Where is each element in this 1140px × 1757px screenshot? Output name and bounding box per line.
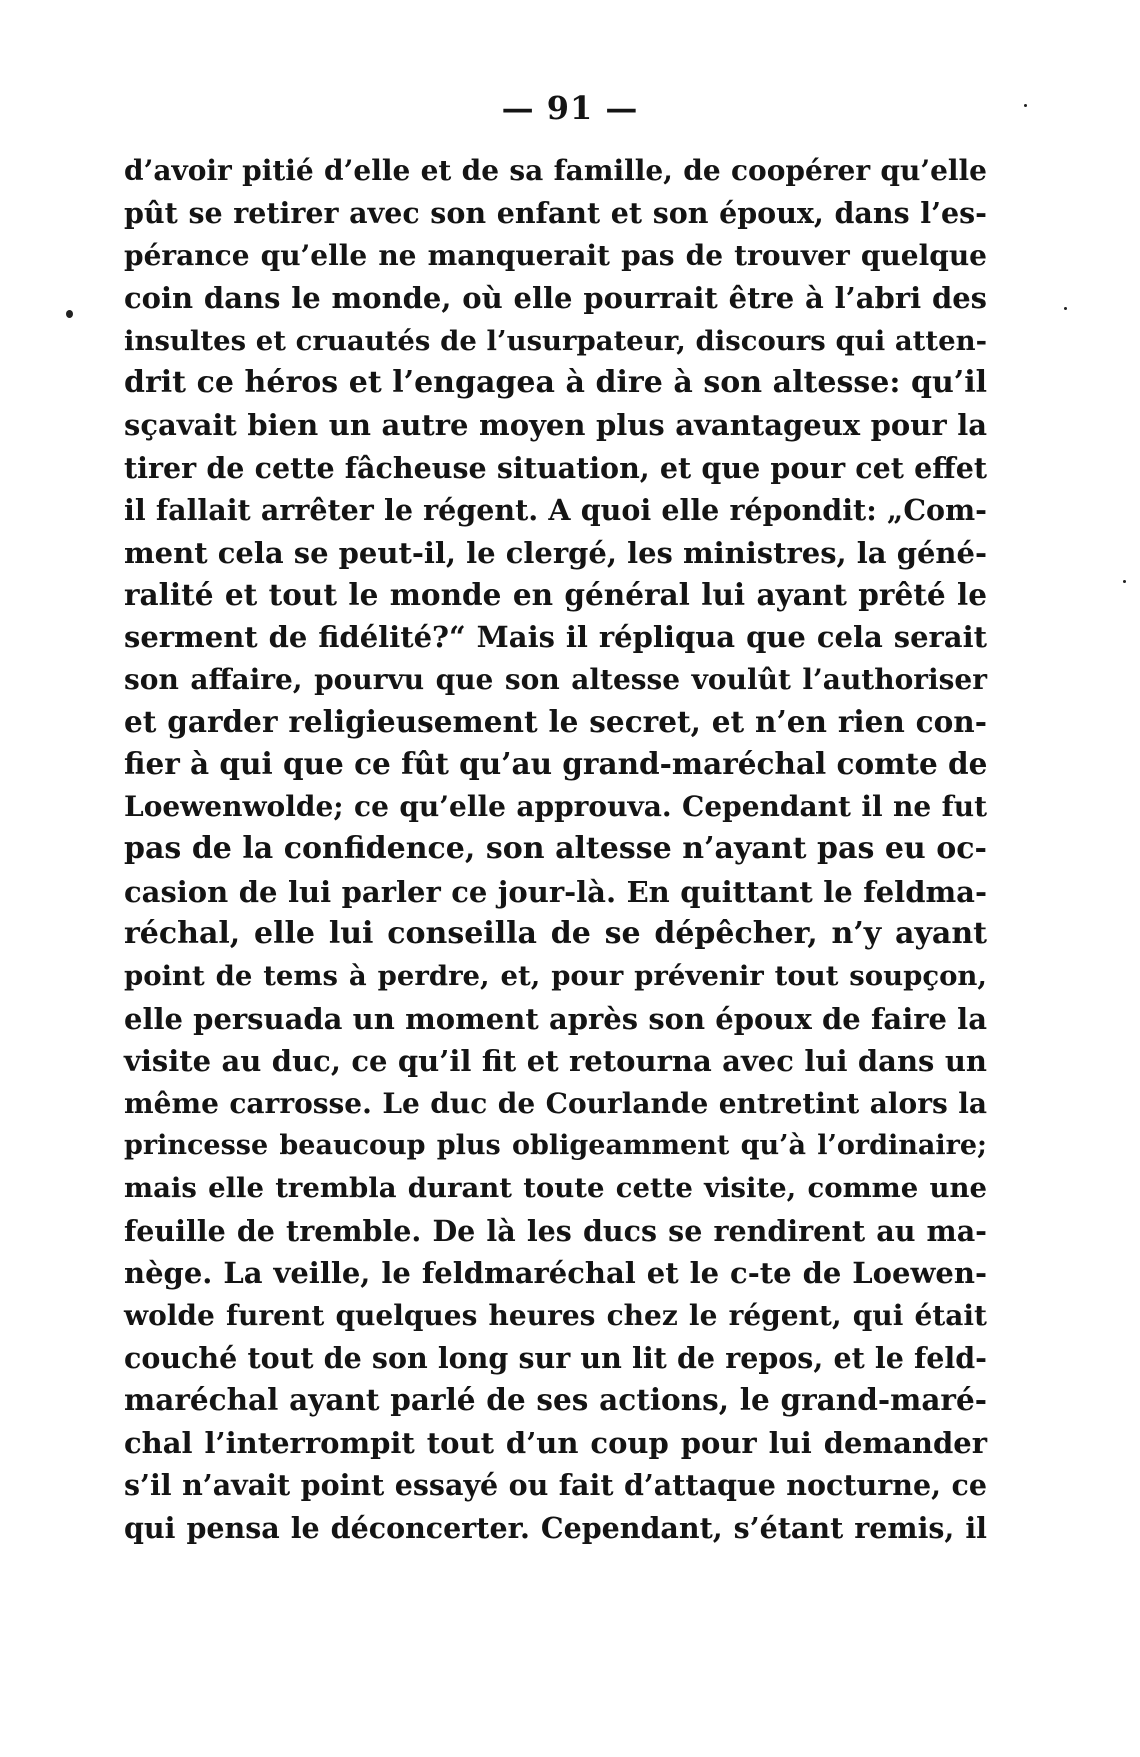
text-line: il fallait arrêter le régent. A quoi elle répondit: „Com- [124, 493, 987, 528]
text-line: mais elle trembla durant toute cette visite, comme une [124, 1172, 987, 1205]
text-line: pas de la confidence, son altesse n’ayant pas eu oc- [124, 831, 987, 867]
text-line: ment cela se peut-il, le clergé, les ministres, la géné- [124, 535, 987, 570]
text-line: couché tout de son long sur un lit de repos, et le feld- [124, 1340, 987, 1375]
text-line: elle persuada un moment après son époux de faire la [124, 1001, 987, 1036]
text-line: tirer de cette fâcheuse situation, et que pour cet effet [124, 450, 987, 485]
ink-speck [1064, 307, 1067, 310]
text-line: sçavait bien un autre moyen plus avantageux pour la [124, 408, 987, 443]
text-line: feuille de tremble. De là les ducs se rendirent au ma- [124, 1213, 987, 1248]
text-line: coin dans le monde, où elle pourrait être à l’abri des [124, 281, 987, 316]
text-line: wolde furent quelques heures chez le régent, qui était [124, 1298, 987, 1332]
text-line: Loewenwolde; ce qu’elle approuva. Cependant il ne fut [124, 789, 987, 823]
text-line: qui pensa le déconcerter. Cependant, s’étant remis, il [124, 1510, 987, 1545]
text-line: même carrosse. Le duc de Courlande entretint alors la [124, 1086, 987, 1120]
text-line: fier à qui que ce fût qu’au grand-maréchal comte de [124, 746, 988, 782]
text-line: pérance qu’elle ne manquerait pas de trouver quelque [124, 238, 987, 272]
ink-speck [1123, 580, 1126, 583]
text-line: princesse beaucoup plus obligeamment qu’à l’ordinaire; [124, 1129, 987, 1161]
ink-speck [1024, 104, 1027, 107]
text-line: ralité et tout le monde en général lui ayant prêté le [124, 576, 987, 612]
text-line: chal l’interrompit tout d’un coup pour lui demander [124, 1425, 987, 1460]
text-line: drit ce héros et l’engagea à dire à son altesse: qu’il [124, 364, 987, 400]
text-line: insultes et cruautés de l’usurpateur, discours qui atten- [124, 324, 987, 357]
text-line: maréchal ayant parlé de ses actions, le grand-maré- [124, 1382, 987, 1418]
text-line: s’il n’avait point essayé ou fait d’attaque nocturne, ce [124, 1468, 987, 1503]
text-line: casion de lui parler ce jour-là. En quittant le feldma- [124, 874, 987, 909]
body-text [124, 150, 987, 1549]
text-line: pût se retirer avec son enfant et son époux, dans l’es- [124, 196, 987, 231]
text-line: réchal, elle lui conseilla de se dépêcher, n’y ayant [124, 916, 987, 952]
text-line: visite au duc, ce qu’il fit et retourna avec lui dans un [124, 1044, 987, 1079]
page-number: — 91 — [501, 89, 639, 127]
ink-speck [66, 310, 73, 318]
text-line: point de tems à perdre, et, pour prévenir tout soupçon, [124, 960, 987, 993]
text-line: et garder religieusement le secret, et n’en rien con- [124, 704, 987, 740]
text-line: serment de fidélité?“ Mais il répliqua que cela serait [124, 620, 987, 655]
text-line: son affaire, pourvu que son altesse voulût l’authoriser [124, 662, 987, 696]
text-line: nège. La veille, le feldmaréchal et le c-te de Loewen- [124, 1256, 987, 1291]
text-line: d’avoir pitié d’elle et de sa famille, de coopérer qu’elle [124, 154, 987, 187]
